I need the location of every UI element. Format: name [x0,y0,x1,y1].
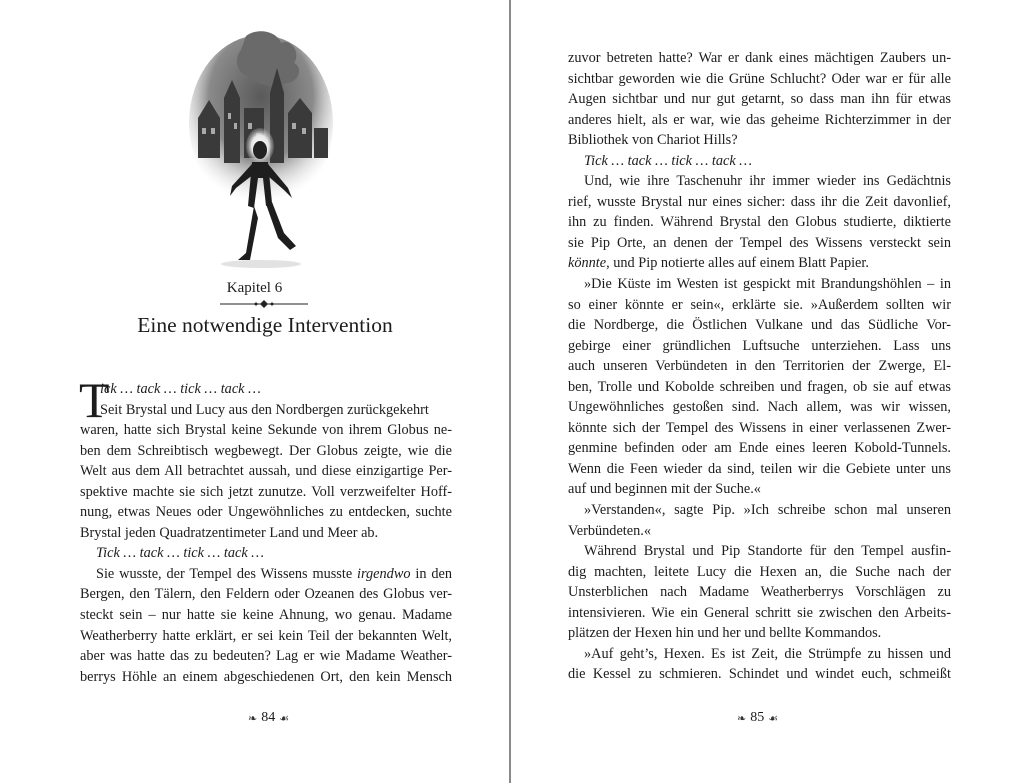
text-line [568,479,951,500]
text-line [568,212,951,233]
text-line [80,564,452,585]
text-segment: in den [410,565,452,582]
text-segment: berrys Höhle an einem abgeschiedenen Ort, den kein Mensch [80,668,452,685]
text-line [568,541,951,562]
text-segment: nung, etwas Neues oder Ungewöhnliches zu entdecken, suchte [80,504,452,521]
text-segment: waren, hatte sich Brystal keine Sekunde von ihrem Globus ne- [80,422,452,439]
text-line [568,89,951,110]
text-line [80,626,452,647]
right-page-number [737,710,778,726]
text-line [568,356,951,377]
text-line [80,584,452,605]
text-segment: Brystal jeden Quadratzentimeter Land und Meer ab. [80,524,379,541]
text-segment: Tick … tack … tick … tack … [584,152,752,169]
text-segment: Tick … tack … tick … tack … [96,545,264,562]
text-segment: sichtbar geworden wie die Grüne Schlucht? Oder war er für alle [568,70,951,87]
text-line [568,336,951,357]
text-line [80,667,452,688]
text-segment: ben dem Schreibtisch wegbewegt. Der Globus zeigte, wie die [80,442,452,459]
text-segment: Sie wusste, der Tempel des Wissens musste [96,565,358,582]
text-line [80,441,452,462]
text-segment: Bergen, den Tälern, den Feldern oder Ozeanen des Globus ver- [80,586,452,603]
text-line [568,582,951,603]
text-segment: auch unseren Verbündeten in den Territorien der Zwerge, El- [568,358,951,375]
text-segment: die Nordberge, die Östlichen Vulkane und das Südliche Vor- [568,317,951,334]
text-segment: ben, Trolle und Kobolde schreiben und fragen, ob sie auf etwas [568,378,951,395]
left-page-number [248,710,289,726]
text-segment: auf und beginnen mit der Suche.« [568,481,761,498]
text-line [568,438,951,459]
ornamental-rule-icon [218,299,310,309]
text-segment: steckt sein – nur hatte sie keine Ahnung, wo genau. Madame [80,607,452,624]
text-line [568,171,951,192]
text-line [568,397,951,418]
text-line [568,644,951,665]
fleuron-icon: ☙ [279,712,290,725]
left-page [0,0,509,783]
text-segment: könnte [568,255,607,272]
text-segment: zuvor betreten hatte? War er dank eines mächtigen Zaubers un- [568,50,951,66]
text-segment: Welt aus dem All betrachtet aussah, und diese einzigartige Per- [80,463,452,480]
burning-figure-illustration [186,28,336,268]
left-page-body-text [79,372,452,687]
text-segment: aber was hatte das zu bedeuten? Lag er wie Madame Weather- [80,648,452,665]
text-segment: Verbündeten.« [568,522,651,539]
text-segment: irgendwo [357,565,411,582]
text-segment: rief, wusste Brystal nur eines sicher: dass ihr die Zeit davonlief, [568,193,951,210]
chapter-label: Kapitel 6 [226,280,283,296]
text-segment: gebirge einer gründlichen Luftsuche unterziehen. Lass uns [568,337,951,354]
text-segment: anderes hielt, als er war, wie das geheime Richterzimmer in der [568,111,951,128]
text-line [568,110,951,131]
text-segment: ick … tack … tick … tack … [100,381,261,397]
text-segment: »Verstanden«, sagte Pip. »Ich schreibe schon mal unseren [584,502,951,519]
chapter-title: Eine notwendige Intervention [137,313,393,337]
text-line [80,523,452,544]
page-number-value: 85 [750,710,765,725]
text-segment: so einer könnte er sein«, erklärte sie. »Außerdem sollten wir [568,296,951,313]
text-line [568,274,951,295]
text-line [568,603,951,624]
text-line [568,418,951,439]
text-segment: Augen sichtbar und nur gut getarnt, so dass man ihn für etwas [568,91,951,108]
text-segment: ihn zu finden. Während Brystal den Globus studierte, diktierte [568,214,951,231]
text-line [80,400,452,421]
text-line [80,605,452,626]
text-line [568,295,951,316]
text-segment: Weatherberry hatte erklärt, er sei kein Teil der bekannten Welt, [80,627,452,644]
right-page [511,0,1020,783]
text-line [80,420,452,441]
text-segment: spektive machte sie sich jetzt zunutze. Voll verzweifelter Hoff- [80,483,452,500]
text-segment: genmine befinden oder am Ende eines leeren Kobold-Tunnels. [568,440,951,457]
text-line [568,130,951,151]
text-line [568,500,951,521]
text-line [568,664,951,685]
text-segment: sie Pip Orte, an denen der Tempel des Wissens versteckt sein [568,234,951,251]
right-page-body-text [568,48,951,685]
text-line [568,192,951,213]
text-segment: intensivieren. Wie ein General schritt sie zwischen den Arbeits- [568,604,951,621]
text-segment: »Auf geht’s, Hexen. Es ist Zeit, die Strümpfe zu hissen und [584,645,951,662]
fleuron-icon: ❧ [248,712,258,725]
text-line [80,482,452,503]
text-segment: »Die Küste im Westen ist gespickt mit Brandungshöhlen – in [584,276,951,293]
text-line [80,379,452,400]
text-segment: Und, wie ihre Taschenuhr ihr immer wieder ins Gedächtnis [584,173,951,190]
fleuron-icon: ☙ [768,712,779,725]
text-segment: die Kessel zu schmieren. Schindet und windet euch, schmeißt [568,666,951,683]
text-line [80,461,452,482]
text-line [568,623,951,644]
text-segment: Während Brystal und Pip Standorte für den Tempel ausfin- [584,543,951,560]
text-segment: Bibliothek von Chariot Hills? [568,132,738,149]
text-segment: Unsterblichen nach Madame Weatherberrys Vorschlägen zu [568,584,951,601]
text-line [568,377,951,398]
text-line [568,459,951,480]
text-line [568,151,951,172]
text-segment: könnte sich der Tempel des Wissens in einer verlassenen Zwer- [568,419,951,436]
text-line [568,48,951,69]
text-line [568,562,951,583]
text-line [568,233,951,254]
drop-cap: T [79,372,110,428]
text-segment: Ungewöhnliches gestoßen sind. Nach allem, was wir wissen, [568,399,951,416]
text-segment: , und Pip notierte alles auf einem Blatt Papier. [606,255,869,272]
text-line [568,69,951,90]
page-number-value: 84 [261,710,276,725]
text-segment: dig machten, leitete Lucy die Hexen an, die Suche nach der [568,563,951,580]
text-segment: Wenn die Feen wieder da sind, teilen wir die Gebiete unter uns [568,460,951,477]
fleuron-icon: ❧ [737,712,747,725]
text-line [80,646,452,667]
text-line [568,521,951,542]
text-line [568,253,951,274]
text-line [568,315,951,336]
text-line [80,543,452,564]
text-line [80,502,452,523]
text-segment: plätzen der Hexen hin und her und bellte Kommandos. [568,625,882,642]
text-segment: Seit Brystal und Lucy aus den Nordbergen zurückgekehrt [100,401,429,418]
